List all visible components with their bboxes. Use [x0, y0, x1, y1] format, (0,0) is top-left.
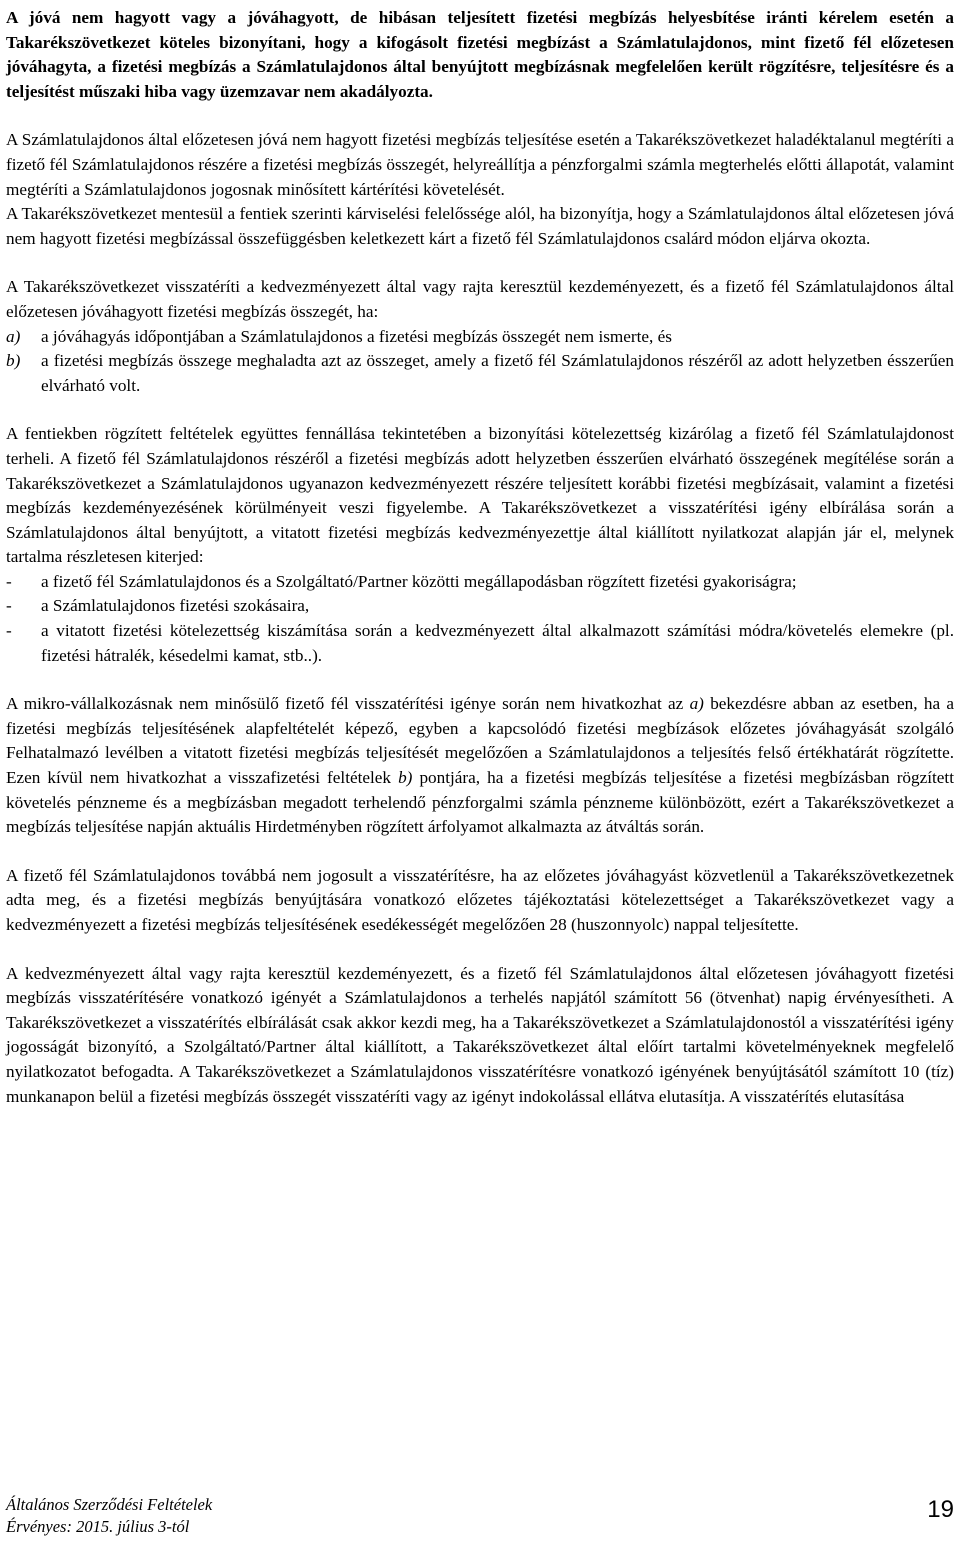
paragraph-refund-conditions: A Takarékszövetkezet visszatéríti a kedvezményezett által vagy rajta keresztül kezdeményezett, és a fizető fél Számlatulajdonos által előzetesen jóváhagyott fizetési megbízás összegét, ha: [6, 277, 954, 321]
paragraph-unauthorized-refund: A Számlatulajdonos által előzetesen jóvá nem hagyott fizetési megbízás teljesítése esetén a Takarékszövetkezet haladéktalanul megtéríti a fizető fél Számlatulajdonos részére a fizetési megbízás összegét, helyreállítja a pénzforgalmi számla megterhelés előtti állapotát, valamint megtéríti a Számlatulajdonos jogosnak minősített kártérítési követelését. [6, 130, 954, 199]
list-item-text: a fizető fél Számlatulajdonos és a Szolgáltató/Partner közötti megállapodásban rögzített fizetési gyakoriságra; [41, 571, 797, 591]
list-item [6, 619, 954, 668]
footer-document-title: Általános Szerződési Feltételek [6, 1495, 213, 1514]
list-item [6, 570, 954, 595]
text-segment: pontjára, ha a fizetési megbízás teljesítése a fizetési megbízásban rögzített követelés pénzneme és a megbízásban megadott terhelendő pénzforgalmi számla pénzneme különbözött, ezért a Takarékszövetkezet a megbízás teljesítése napján aktuális Hirdetményben rögzített árfolyamot alkalmazta az átváltás során. [6, 768, 954, 837]
paragraph-burden-of-proof: A jóvá nem hagyott vagy a jóváhagyott, de hibásan teljesített fizetési megbízás helyesbítése iránti kérelem esetén a Takarékszövetkezet köteles bizonyítani, hogy a kifogásolt fizetési megbízást a Számlatulajdonos, mint fizető fél előzetesen jóváhagyta, a fizetési megbízás a Számlatulajdonos által benyújtott megbízásnak megfelelően került rögzítésre, teljesítésre és a teljesítést műszaki hiba vagy üzemzavar nem akadályozta. [6, 8, 954, 101]
reference-a: a) [689, 694, 704, 714]
paragraph-micro-enterprise [6, 692, 954, 840]
list-item [6, 349, 954, 398]
list-marker: b) [6, 351, 21, 371]
list-item-text: a jóváhagyás időpontjában a Számlatulajdonos a fizetési megbízás összegét nem ismerte, és [41, 326, 672, 346]
list-marker: - [6, 571, 12, 591]
text-segment: bekezdésre abban az esetben, ha a fizetési megbízás teljesítésének alapfeltételét képező, egyben a kapcsolódó fizetési megbízások előzetes jóváhagyását szolgáló Felhatalmazó levélben a vitatott fizetési megbízás teljesítését megelőzően a Számlatulajdonos a teljesítés felső értékhatárát rögzítette. Ezen kívül nem hivatkozhat a visszafizetési feltételek [6, 694, 954, 788]
paragraph-claim-deadline: A kedvezményezett által vagy rajta keresztül kezdeményezett, és a fizető fél Számlatulajdonos által előzetesen jóváhagyott fizetési megbízás visszatérítésére vonatkozó igényét a Számlatulajdonos a terhelés napjától számított 56 (ötvenhat) napig érvényesítheti. A Takarékszövetkezet a visszatérítés elbírálását csak akkor kezdi meg, ha a Takarékszövetkezet a Számlatulajdonostól a visszatérítési igény jogosságát bizonyító, a Szolgáltató/Partner által kiállított, a Takarékszövetkezet által előírt tartalmi követelményeknek megfelelő nyilatkozatot befogadta. A Takarékszövetkezet a Számlatulajdonos visszatérítésre vonatkozó igényének benyújtásától számított 10 (tíz) munkanapon belül a fizetési megbízás összegét visszatéríti vagy az igényt indokolással ellátva elutasítja. A visszatérítés elutasítása [6, 963, 954, 1106]
list-item-text: a Számlatulajdonos fizetési szokásaira, [41, 596, 310, 616]
paragraph-exemption: A Takarékszövetkezet mentesül a fentiek szerinti kárviselési felelőssége alól, ha bizonyítja, hogy a Számlatulajdonos által előzetesen jóvá nem hagyott fizetési megbízással összefüggésben keletkezett kárt a fizető fél Számlatulajdonos csalárd módon eljárva okozta. [6, 204, 954, 248]
declaration-content-list [6, 570, 954, 668]
paragraph-not-entitled: A fizető fél Számlatulajdonos továbbá nem jogosult a visszatérítésre, ha az előzetes jóváhagyást közvetlenül a Takarékszövetkezetnek adta meg, és a fizetési megbízás benyújtására vonatkozó előzetes tájékoztatási kötelezettséget a Takarékszövetkezet vagy a kedvezményezett a fizetési megbízás teljesítésének esedékességét megelőzően 28 (huszonnyolc) nappal teljesítette. [6, 865, 954, 934]
refund-conditions-list [6, 325, 954, 399]
page-footer [6, 1494, 954, 1540]
reference-b: b) [398, 768, 413, 788]
list-marker: - [6, 596, 12, 616]
page-number: 19 [927, 1496, 954, 1523]
paragraph-proof-obligation: A fentiekben rögzített feltételek együttes fennállása tekintetében a bizonyítási kötelezettség kizárólag a fizető fél Számlatulajdonost terheli. A fizető fél Számlatulajdonos részéről a fizetési megbízás adott helyzetben ésszerűen elvárható összegének megítélése során a Takarékszövetkezet a Számlatulajdonos ugyanazon kedvezményezett részére teljesített korábbi fizetési megbízásait, valamint a fizetési megbízás kezdeményezésének körülményeit veszi figyelembe. A Takarékszövetkezet a visszatérítési igény elbírálása során a Számlatulajdonos által benyújtott, a vitatott fizetési megbízás kedvezményezettje által kiállított nyilatkozat alapján jár el, melynek tartalma részletesen kiterjed: [6, 424, 954, 567]
list-marker: a) [6, 326, 21, 346]
list-marker: - [6, 621, 12, 641]
list-item-text: a vitatott fizetési kötelezettség kiszámítása során a kedvezményezett által alkalmazott számítási módra/követelés elemekre (pl. fizetési hátralék, késedelmi kamat, stb..). [41, 621, 954, 665]
text-segment: A mikro-vállalkozásnak nem minősülő fizető fél visszatérítési igénye során nem hivatkozhat az [6, 694, 690, 714]
footer-validity-date: Érvényes: 2015. július 3-tól [6, 1517, 190, 1536]
list-item [6, 594, 954, 619]
list-item [6, 325, 954, 350]
list-item-text: a fizetési megbízás összege meghaladta azt az összeget, amely a fizető fél Számlatulajdonos részéről az adott helyzetben ésszerűen elvárható volt. [41, 351, 954, 395]
